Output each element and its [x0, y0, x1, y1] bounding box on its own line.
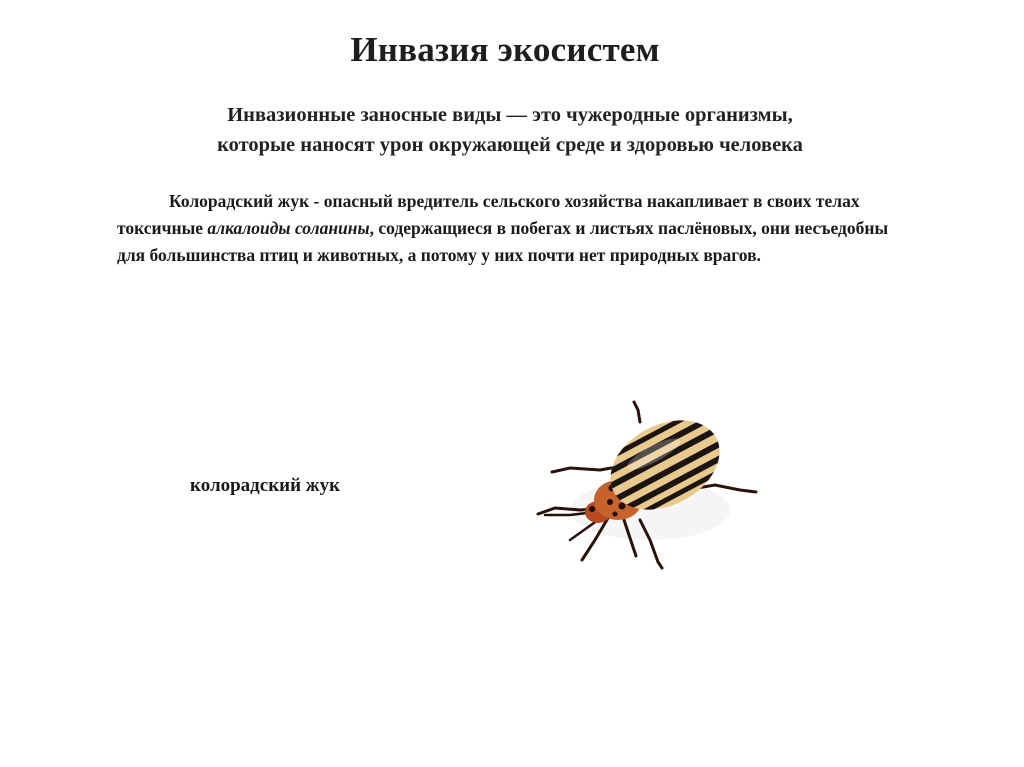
body-italic-term: алкалоиды соланины	[207, 218, 370, 238]
subtitle-line-1: Инвазионные заносные виды — это чужеродные организмы,	[227, 104, 793, 126]
beetle-caption: колорадский жук	[190, 475, 341, 496]
subtitle	[120, 100, 900, 160]
page-title: Инвазия экосистем	[350, 30, 660, 69]
body-text-part-1: Колорадский жук - опасный вредитель сельского хозяйства накапливает в своих телах токсичные	[117, 191, 860, 238]
body-text-part-2: , содержащиеся в побегах и листьях паслёновых, они несъедобны для большинства птиц и животных, а потому у них почти нет природных врагов.	[117, 218, 889, 265]
colorado-beetle-image	[500, 390, 805, 630]
beetle-eye	[589, 506, 595, 512]
subtitle-line-2: которые наносят урон окружающей среде и здоровью человека	[217, 134, 803, 156]
body-paragraph	[117, 188, 917, 269]
